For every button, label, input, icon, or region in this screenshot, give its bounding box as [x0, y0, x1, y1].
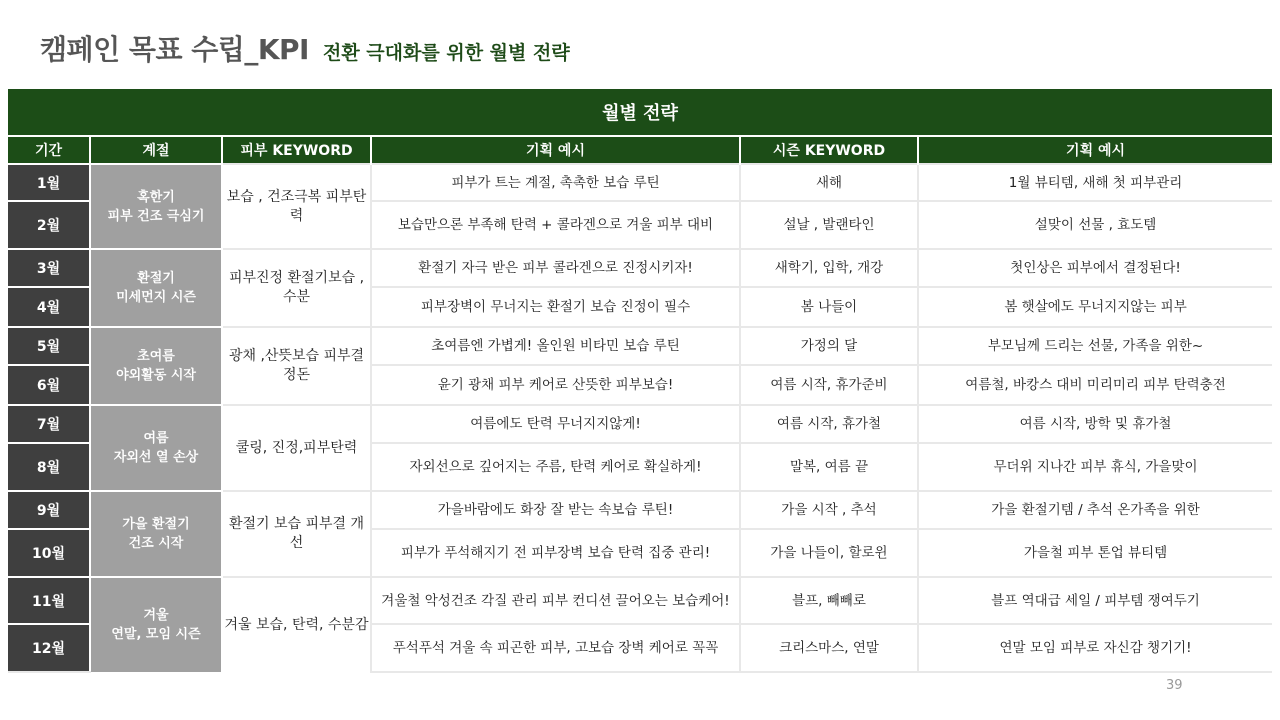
season-name: 가을 환절기 — [122, 517, 190, 532]
column-header-plan-example: 기획 예시 — [371, 136, 740, 164]
plan-example-cell: 겨울철 악성건조 각질 관리 피부 컨디션 끌어오는 보습케어! — [371, 577, 740, 624]
month-label: 8월 — [8, 443, 90, 491]
season-name: 환절기 — [137, 271, 175, 286]
season-plan-example-cell: 여름 시작, 방학 및 휴가철 — [918, 405, 1272, 443]
season-plan-example-cell: 설맞이 선물 , 효도템 — [918, 201, 1272, 249]
season-keyword-cell: 크리스마스, 연말 — [740, 624, 918, 672]
season-name: 초여름 — [137, 349, 175, 364]
table-row — [8, 491, 1272, 529]
slide-title-sub: 전환 극대화를 위한 월별 전략 — [322, 42, 570, 64]
season-keyword-cell: 새해 — [740, 164, 918, 201]
season-keyword-cell: 가을 나들이, 할로윈 — [740, 529, 918, 577]
season-description: 연말, 모임 시즌 — [111, 627, 201, 642]
month-label: 11월 — [8, 577, 90, 624]
season-plan-example-cell: 가을철 피부 톤업 뷰티템 — [918, 529, 1272, 577]
plan-example-cell: 피부가 트는 계절, 촉촉한 보습 루틴 — [371, 164, 740, 201]
season-keyword-cell: 새학기, 입학, 개강 — [740, 249, 918, 287]
month-label: 9월 — [8, 491, 90, 529]
skin-keyword-cell: 보습 , 건조극복 피부탄력 — [222, 164, 371, 249]
skin-keyword-cell: 광채 ,산뜻보습 피부결 정돈 — [222, 327, 371, 405]
month-label: 3월 — [8, 249, 90, 287]
season-description: 피부 건조 극심기 — [107, 208, 205, 224]
month-label: 5월 — [8, 327, 90, 365]
season-plan-example-cell: 여름철, 바캉스 대비 미리미리 피부 탄력충전 — [918, 365, 1272, 405]
month-label: 1월 — [8, 164, 90, 201]
table-row — [8, 164, 1272, 201]
column-header-skin-keyword: 피부 KEYWORD — [222, 136, 371, 164]
season-description: 자외선 열 손상 — [113, 450, 199, 465]
column-header-season: 계절 — [90, 136, 222, 164]
season-keyword-cell: 여름 시작, 휴가철 — [740, 405, 918, 443]
season-keyword-cell: 여름 시작, 휴가준비 — [740, 365, 918, 405]
plan-example-cell: 피부가 푸석해지기 전 피부장벽 보습 탄력 집중 관리! — [371, 529, 740, 577]
season-keyword-cell: 가정의 달 — [740, 327, 918, 365]
season-keyword-cell: 말복, 여름 끝 — [740, 443, 918, 491]
monthly-strategy-table — [8, 89, 1272, 673]
skin-keyword-cell: 피부진정 환절기보습 ,수분 — [222, 249, 371, 327]
season-cell — [90, 491, 222, 577]
season-cell — [90, 577, 222, 672]
page-number: 39 — [1166, 678, 1183, 693]
season-keyword-cell: 봄 나들이 — [740, 287, 918, 327]
table-banner: 월별 전략 — [8, 89, 1272, 136]
season-plan-example-cell: 부모님께 드리는 선물, 가족을 위한~ — [918, 327, 1272, 365]
month-label: 7월 — [8, 405, 90, 443]
season-plan-example-cell: 봄 햇살에도 무너지지않는 피부 — [918, 287, 1272, 327]
season-plan-example-cell: 블프 역대급 세일 / 피부템 쟁여두기 — [918, 577, 1272, 624]
season-description: 야외활동 시작 — [116, 368, 196, 383]
slide-title — [40, 28, 570, 68]
plan-example-cell: 피부장벽이 무너지는 환절기 보습 진정이 필수 — [371, 287, 740, 327]
column-header-season-keyword: 시즌 KEYWORD — [740, 136, 918, 164]
table-row — [8, 249, 1272, 287]
month-label: 6월 — [8, 365, 90, 405]
plan-example-cell: 초여름엔 가볍게! 올인원 비타민 보습 루틴 — [371, 327, 740, 365]
plan-example-cell: 자외선으로 깊어지는 주름, 탄력 케어로 확실하게! — [371, 443, 740, 491]
month-label: 12월 — [8, 624, 90, 672]
season-keyword-cell: 블프, 빼빼로 — [740, 577, 918, 624]
season-name: 겨울 — [143, 608, 169, 623]
skin-keyword-cell: 환절기 보습 피부결 개선 — [222, 491, 371, 577]
season-plan-example-cell: 첫인상은 피부에서 결정된다! — [918, 249, 1272, 287]
table-row — [8, 405, 1272, 443]
season-cell — [90, 249, 222, 327]
skin-keyword-cell: 쿨링, 진정,피부탄력 — [222, 405, 371, 491]
table-row — [8, 327, 1272, 365]
plan-example-cell: 윤기 광채 피부 케어로 산뜻한 피부보습! — [371, 365, 740, 405]
season-keyword-cell: 가을 시작 , 추석 — [740, 491, 918, 529]
season-plan-example-cell: 가을 환절기템 / 추석 온가족을 위한 — [918, 491, 1272, 529]
season-name: 혹한기 — [137, 189, 175, 205]
plan-example-cell: 환절기 자극 받은 피부 콜라겐으로 진정시키자! — [371, 249, 740, 287]
month-label: 4월 — [8, 287, 90, 327]
season-plan-example-cell: 연말 모임 피부로 자신감 챙기기! — [918, 624, 1272, 672]
slide-title-main: 캠페인 목표 수립_KPI — [40, 33, 309, 66]
season-plan-example-cell: 1월 뷰티템, 새해 첫 피부관리 — [918, 164, 1272, 201]
table-body — [8, 164, 1272, 672]
season-name: 여름 — [143, 431, 169, 446]
season-description: 미세먼지 시즌 — [116, 290, 196, 305]
season-cell — [90, 164, 222, 249]
month-label: 10월 — [8, 529, 90, 577]
column-header-season-plan-example: 기획 예시 — [918, 136, 1272, 164]
season-description: 건조 시작 — [128, 536, 184, 551]
plan-example-cell: 가을바람에도 화장 잘 받는 속보습 루틴! — [371, 491, 740, 529]
plan-example-cell: 여름에도 탄력 무너지지않게! — [371, 405, 740, 443]
table-row — [8, 577, 1272, 624]
column-header-period: 기간 — [8, 136, 90, 164]
season-plan-example-cell: 무더위 지나간 피부 휴식, 가을맞이 — [918, 443, 1272, 491]
month-label: 2월 — [8, 201, 90, 249]
skin-keyword-cell: 겨울 보습, 탄력, 수분감 — [222, 577, 371, 672]
plan-example-cell: 푸석푸석 겨울 속 피곤한 피부, 고보습 장벽 케어로 꼭꼭 — [371, 624, 740, 672]
plan-example-cell: 보습만으론 부족해 탄력 + 콜라겐으로 겨울 피부 대비 — [371, 201, 740, 249]
season-cell — [90, 327, 222, 405]
season-keyword-cell: 설날 , 발랜타인 — [740, 201, 918, 249]
season-cell — [90, 405, 222, 491]
